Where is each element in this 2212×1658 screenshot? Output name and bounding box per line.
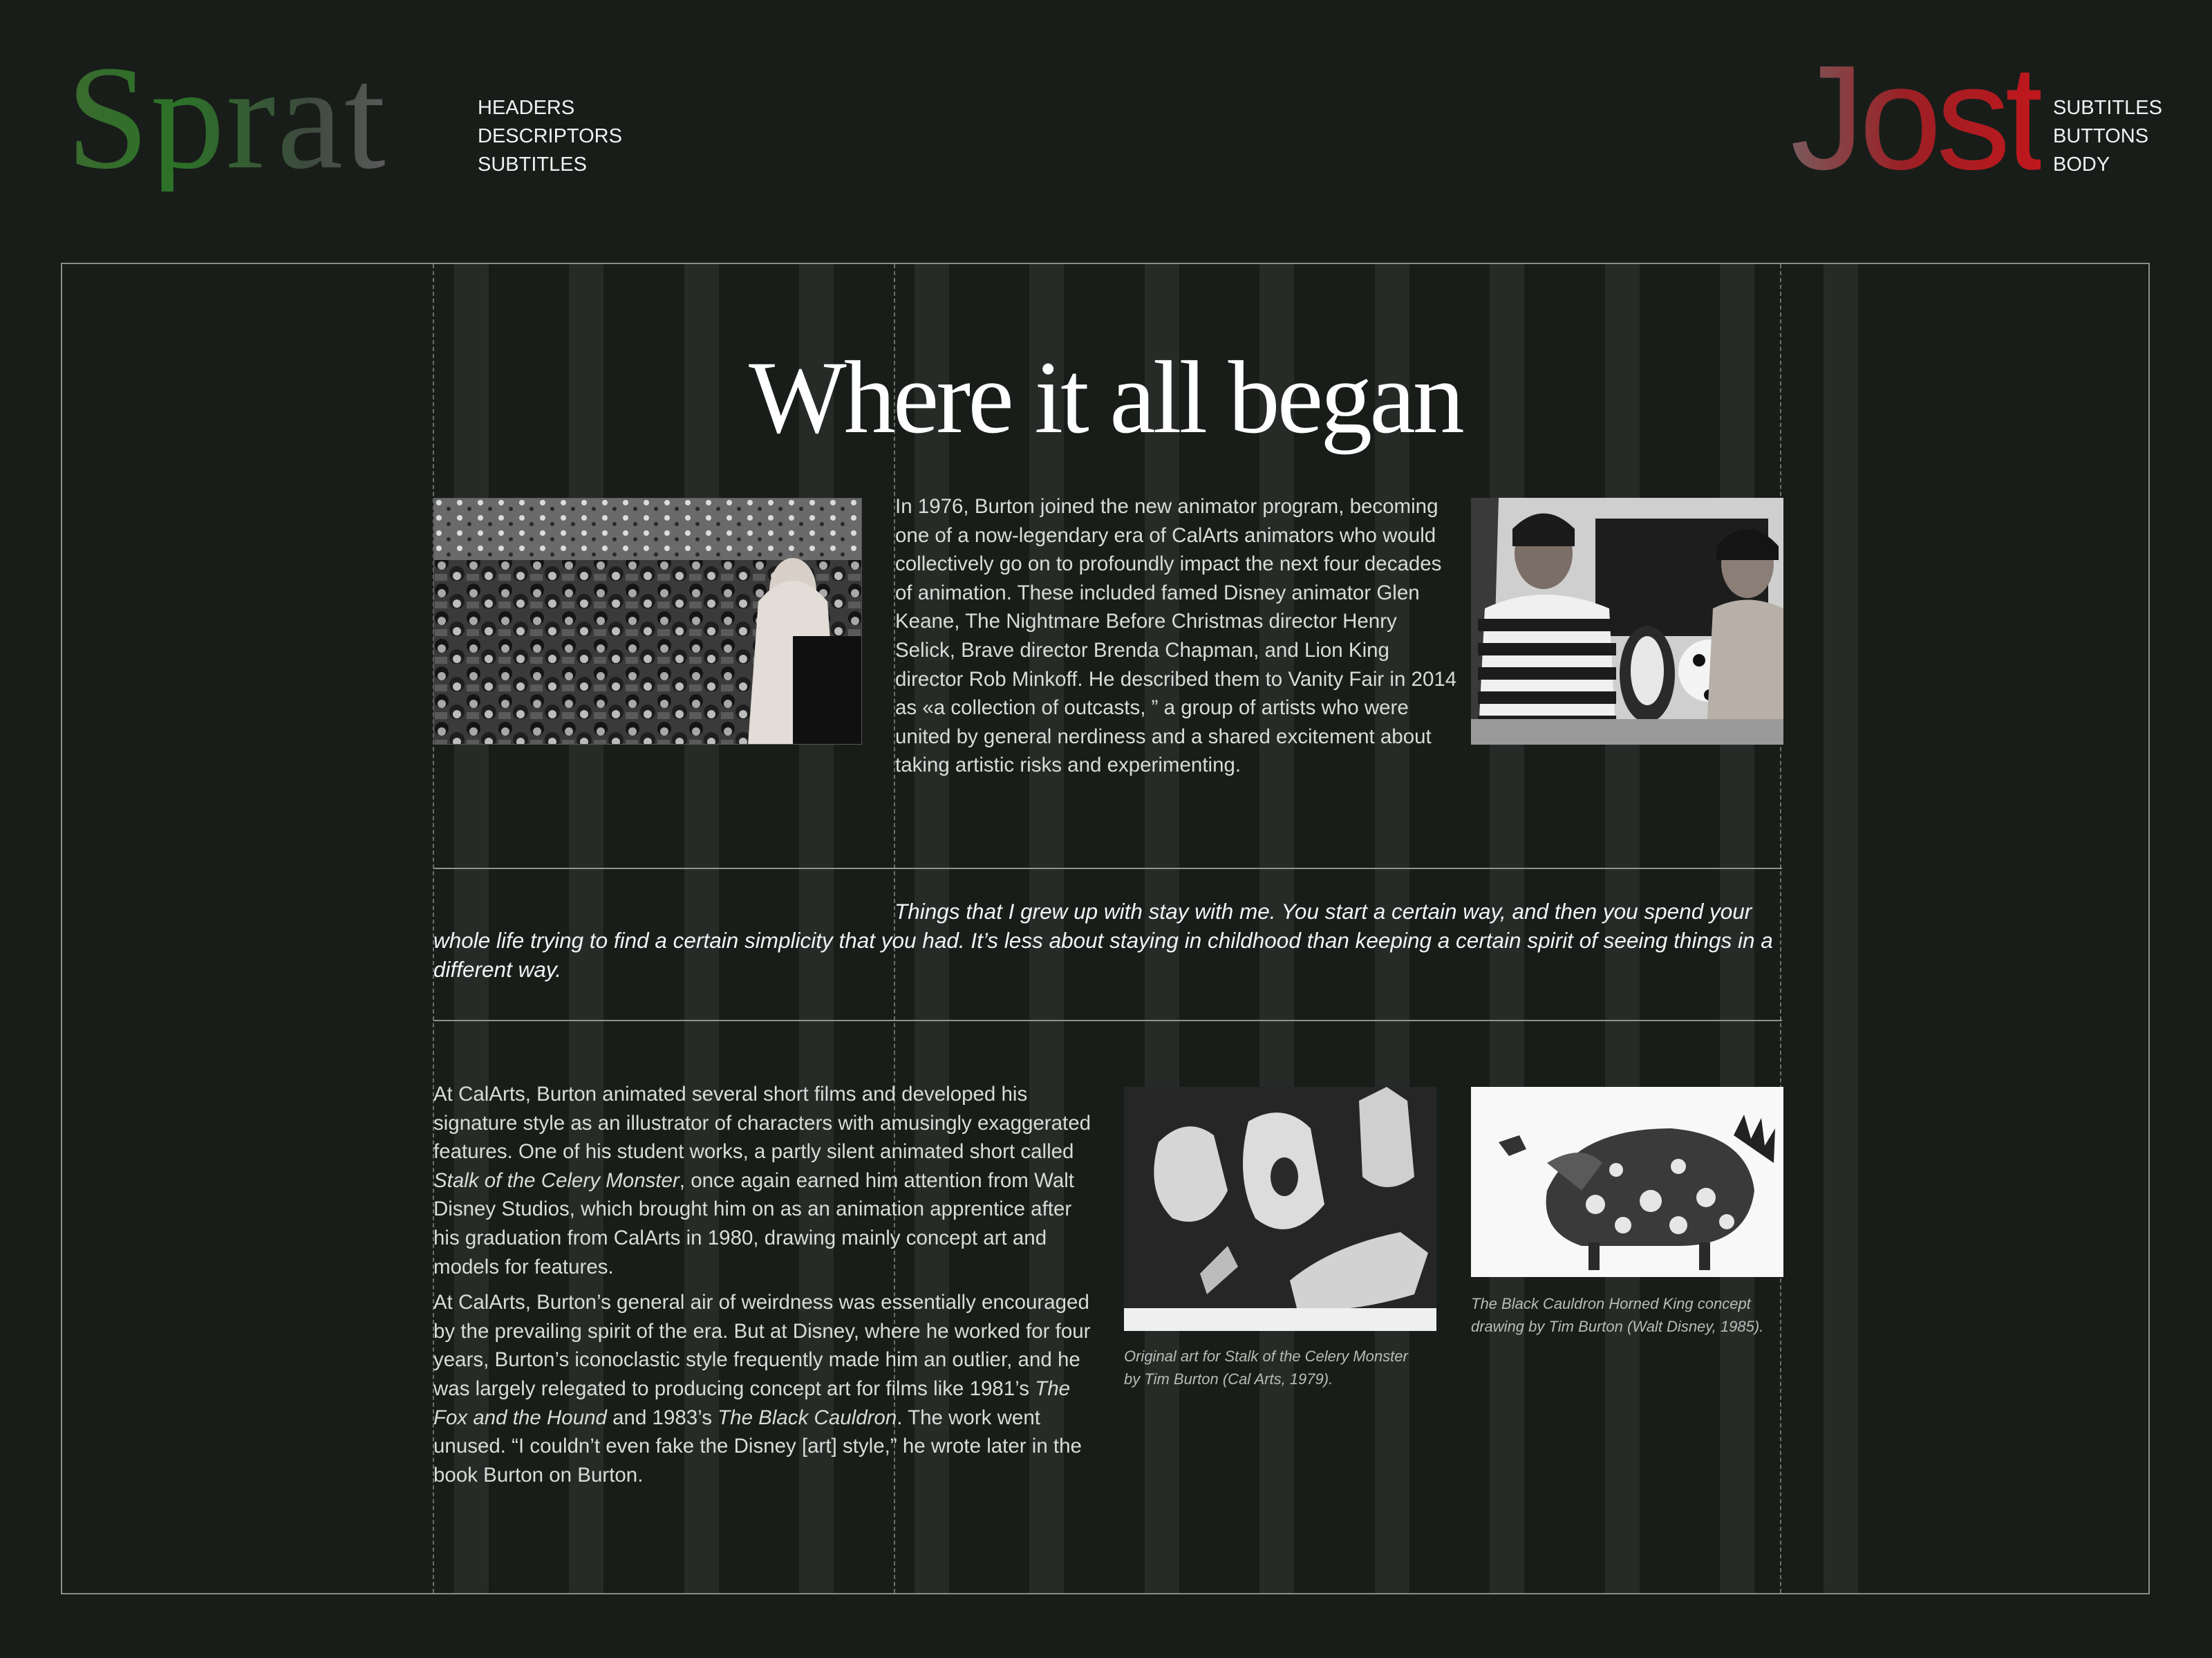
cauldron-art-caption: The Black Cauldron Horned King concept drawing by Tim Burton (Walt Disney, 1985). xyxy=(1471,1295,1764,1335)
burton-with-friend-photo xyxy=(1471,498,1783,745)
quote-top-rule xyxy=(433,868,1782,869)
sprat-usage-item: SUBTITLES xyxy=(478,153,587,176)
pull-quote: Things that I grew up with stay with me. You start a certain way, and then you spend your whole life trying to find a certain simplicity that you had. It’s less about staying in childhood than keeping a certain spirit of seeing things in a different way. xyxy=(433,899,1773,982)
jost-usage-item: SUBTITLES xyxy=(2053,97,2162,119)
sprat-usage-item: DESCRIPTORS xyxy=(478,125,622,147)
text-span: , once again earned him attention from Walt Disney Studios, which brought him on as an animation apprentice after his graduation from CalArts in 1980, drawing mainly concept art and models for features. xyxy=(433,1168,1074,1278)
film-title: The Black Cauldron xyxy=(718,1406,897,1429)
celery-monster-art xyxy=(1124,1087,1436,1331)
jost-font-specimen: Jost xyxy=(1790,34,2041,201)
black-cauldron-art xyxy=(1471,1087,1783,1277)
film-title: The Fox and the Hound xyxy=(433,1377,1071,1429)
sprat-font-specimen: Sprat xyxy=(66,35,387,200)
section-title: Where it all began xyxy=(749,340,1462,455)
film-title: Stalk of the Celery Monster xyxy=(433,1168,679,1192)
career-paragraph-2 xyxy=(433,1288,1097,1489)
text-span: At CalArts, Burton animated several short films and developed his signature style as an illustrator of characters with amusingly exaggerated features. One of his student works, a partly silent animated short called xyxy=(433,1083,1091,1164)
career-paragraph-1 xyxy=(433,1080,1097,1281)
celery-art-caption: Original art for Stalk of the Celery Monster by Tim Burton (Cal Arts, 1979). xyxy=(1124,1348,1408,1388)
jost-usage-item: BODY xyxy=(2053,153,2110,176)
quote-bottom-rule xyxy=(433,1020,1782,1021)
intro-paragraph: In 1976, Burton joined the new animator program, becoming one of a now-legendary era of CalArts animators who would collectively go on to profoundly impact the next four decades of animation. These included famed Disney animator Glen Keane, The Nightmare Before Christmas director Henry Selick, Brave director Brenda Chapman, and Lion King director Rob Minkoff. He described them to Vanity Fair in 2014 as «a collection of outcasts, ” a group of artists who were united by general nerdiness and a shared excitement about taking artistic risks and experimenting. xyxy=(895,495,1457,777)
sprat-usage-list xyxy=(478,94,622,179)
text-span: and 1983’s xyxy=(606,1406,718,1429)
layout-frame xyxy=(61,263,2150,1594)
text-span: . The work went unused. “I couldn’t even fake the Disney [art] style,” he wrote later in the book Burton on Burton. xyxy=(433,1406,1082,1487)
jost-usage-list xyxy=(2053,94,2162,179)
sprat-usage-item: HEADERS xyxy=(478,97,575,119)
career-text xyxy=(433,1080,1097,1489)
grid-column-stripe xyxy=(1824,264,1858,1593)
crowd-photo xyxy=(433,498,862,745)
text-span: At CalArts, Burton’s general air of weirdness was essentially encouraged by the prevailing spirit of the era. But at Disney, where he worked for four years, Burton’s iconoclastic style frequently made him an outlier, and he was largely relegated to producing concept art for films like 1981’s xyxy=(433,1291,1091,1400)
jost-usage-item: BUTTONS xyxy=(2053,125,2149,147)
